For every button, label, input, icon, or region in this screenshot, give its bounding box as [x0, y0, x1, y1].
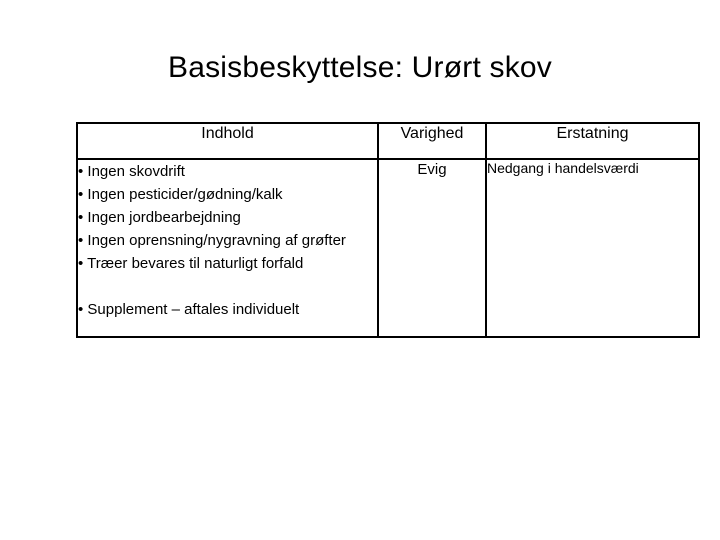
content-list [78, 160, 377, 275]
info-table [76, 122, 700, 338]
list-item: • Ingen jordbearbejdning [78, 209, 241, 226]
spacer [78, 275, 377, 298]
list-item: • Ingen skovdrift [78, 163, 185, 180]
list-item: • Ingen oprensning/nygravning af grøfter [78, 232, 346, 249]
compensation-cell: Nedgang i handelsværdi [486, 159, 699, 337]
list-item: • Ingen pesticider/gødning/kalk [78, 186, 283, 203]
slide-title: Basisbeskyttelse: Urørt skov [167, 51, 553, 84]
supplement-item: • Supplement – aftales individuelt [78, 301, 300, 318]
table-header-row [77, 123, 699, 159]
duration-cell: Evig [378, 159, 486, 337]
content-cell [77, 159, 378, 337]
header-compensation: Erstatning [486, 123, 699, 159]
header-content: Indhold [77, 123, 378, 159]
list-item: • Træer bevares til naturligt forfald [78, 255, 304, 272]
header-duration: Varighed [378, 123, 486, 159]
table-body-row [77, 159, 699, 337]
